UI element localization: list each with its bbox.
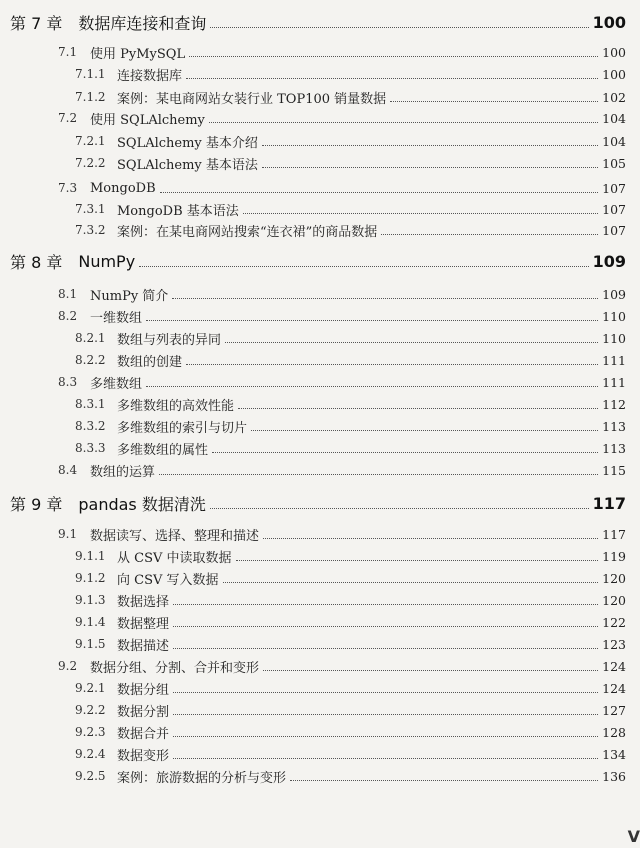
toc-title: 数据读写、选择、整理和描述 bbox=[90, 528, 260, 544]
leader-dots bbox=[146, 385, 598, 387]
leader-dots bbox=[262, 166, 598, 168]
leader-dots bbox=[139, 265, 588, 267]
toc-title: 一维数组 bbox=[90, 310, 143, 326]
toc-subsection-8-2-1[interactable] bbox=[75, 328, 626, 348]
leader-dots bbox=[243, 212, 598, 214]
toc-title: 数据变形 bbox=[117, 748, 170, 764]
toc-page-number: 107 bbox=[602, 201, 626, 217]
toc-page-number: 107 bbox=[602, 222, 626, 238]
toc-subsection-9-1-4[interactable] bbox=[75, 612, 626, 632]
toc-page-number: 107 bbox=[602, 180, 626, 196]
toc-page-number: 122 bbox=[602, 614, 626, 630]
toc-subsection-9-2-1[interactable] bbox=[75, 678, 626, 698]
toc-number: 7.3.2 bbox=[75, 223, 106, 237]
toc-page-number: 134 bbox=[602, 746, 626, 762]
toc-title: SQLAlchemy 基本语法 bbox=[117, 157, 258, 173]
toc-title: 数据库连接和查询 bbox=[78, 13, 207, 33]
toc-title: 案例：在某电商网站搜索“连衣裙”的商品数据 bbox=[117, 224, 378, 240]
toc-section-9-2[interactable] bbox=[58, 656, 626, 676]
toc-number: 7.1.2 bbox=[75, 90, 106, 104]
toc-number: 8.3 bbox=[58, 375, 78, 389]
leader-dots bbox=[186, 77, 598, 79]
toc-number: 9.2.4 bbox=[75, 747, 106, 761]
toc-page-number: 100 bbox=[602, 44, 626, 60]
toc-number: 8.1 bbox=[58, 287, 78, 301]
toc-page-number: 100 bbox=[602, 66, 626, 82]
toc-page-number: 120 bbox=[602, 592, 626, 608]
toc-number: 9.1.3 bbox=[75, 593, 106, 607]
toc-page-number: 110 bbox=[602, 330, 626, 346]
toc-page-number: 111 bbox=[602, 352, 626, 368]
leader-dots bbox=[225, 341, 598, 343]
toc-subsection-8-3-1[interactable] bbox=[75, 394, 626, 414]
toc-chapter-8[interactable] bbox=[10, 248, 626, 274]
toc-subsection-9-2-2[interactable] bbox=[75, 700, 626, 720]
toc-subsection-9-1-5[interactable] bbox=[75, 634, 626, 654]
toc-page-number: 112 bbox=[602, 396, 626, 412]
toc-section-8-2[interactable] bbox=[58, 306, 626, 326]
toc-number: 7.2.2 bbox=[75, 156, 106, 170]
roman-page-mark: V bbox=[627, 827, 640, 846]
leader-dots bbox=[172, 297, 598, 299]
toc-page-number: 100 bbox=[592, 12, 626, 32]
toc-title: 多维数组的属性 bbox=[117, 442, 209, 458]
toc-number: 9.2.1 bbox=[75, 681, 106, 695]
toc-number: 7.1 bbox=[58, 45, 78, 59]
leader-dots bbox=[173, 691, 598, 693]
toc-number: 9.2.2 bbox=[75, 703, 106, 717]
toc-title: 数据分组、分割、合并和变形 bbox=[90, 660, 260, 676]
toc-title: NumPy bbox=[78, 251, 136, 271]
leader-dots bbox=[173, 625, 598, 627]
leader-dots bbox=[210, 507, 589, 509]
toc-title: 案例：某电商网站女装行业 TOP100 销量数据 bbox=[117, 91, 387, 107]
toc-page-number: 111 bbox=[602, 374, 626, 390]
toc-title: 从 CSV 中读取数据 bbox=[117, 550, 232, 566]
toc-page-number: 136 bbox=[602, 768, 626, 784]
leader-dots bbox=[173, 713, 598, 715]
toc-page-number: 104 bbox=[602, 110, 626, 126]
toc-number: 8.3.2 bbox=[75, 419, 106, 433]
toc-page-number: 119 bbox=[602, 548, 626, 564]
leader-dots bbox=[209, 121, 598, 123]
toc-number: 7.2.1 bbox=[75, 134, 106, 148]
toc-section-7-1[interactable] bbox=[58, 42, 626, 62]
toc-section-8-4[interactable] bbox=[58, 460, 626, 480]
toc-page-number: 128 bbox=[602, 724, 626, 740]
toc-page-number: 102 bbox=[602, 89, 626, 105]
toc-number: 7.3.1 bbox=[75, 202, 106, 216]
toc-page-number: 124 bbox=[602, 680, 626, 696]
toc-title: 使用 PyMySQL bbox=[90, 46, 186, 62]
leader-dots bbox=[290, 779, 598, 781]
toc-number: 9.1.2 bbox=[75, 571, 106, 585]
toc-subsection-7-2-2[interactable] bbox=[75, 153, 626, 173]
toc-title: 向 CSV 写入数据 bbox=[117, 572, 219, 588]
toc-number: 9.1.1 bbox=[75, 549, 106, 563]
toc-section-8-1[interactable] bbox=[58, 284, 626, 304]
toc-title: 使用 SQLAlchemy bbox=[90, 112, 205, 128]
toc-title: 数据合并 bbox=[117, 726, 170, 742]
toc-number: 9.1.5 bbox=[75, 637, 106, 651]
toc-number: 8.4 bbox=[58, 463, 78, 477]
toc-page-number: 105 bbox=[602, 155, 626, 171]
toc-chapter-7[interactable] bbox=[10, 9, 626, 35]
leader-dots bbox=[236, 559, 599, 561]
toc-title: pandas 数据清洗 bbox=[78, 494, 206, 514]
toc-section-9-1[interactable] bbox=[58, 524, 626, 544]
leader-dots bbox=[212, 451, 598, 453]
toc-subsection-8-3-3[interactable] bbox=[75, 438, 626, 458]
toc-subsection-7-3-1[interactable] bbox=[75, 199, 626, 219]
leader-dots bbox=[210, 26, 588, 28]
toc-page-number: 117 bbox=[592, 493, 626, 513]
toc-title: SQLAlchemy 基本介绍 bbox=[117, 135, 258, 151]
toc-page-number: 127 bbox=[602, 702, 626, 718]
toc-chapter-9[interactable] bbox=[10, 490, 626, 516]
toc-subsection-9-2-4[interactable] bbox=[75, 744, 626, 764]
toc-section-7-2[interactable] bbox=[58, 108, 626, 128]
leader-dots bbox=[223, 581, 599, 583]
leader-dots bbox=[238, 407, 598, 409]
toc-title: 数组与列表的异同 bbox=[117, 332, 222, 348]
leader-dots bbox=[173, 603, 598, 605]
toc-page-number: 104 bbox=[602, 133, 626, 149]
toc-number: 8.3.1 bbox=[75, 397, 106, 411]
toc-section-7-3[interactable] bbox=[58, 178, 626, 198]
toc-page-number: 113 bbox=[602, 418, 626, 434]
toc-title: 连接数据库 bbox=[117, 68, 183, 84]
toc-title: 数据分组 bbox=[117, 682, 170, 698]
leader-dots bbox=[263, 537, 598, 539]
toc-subsection-8-2-2[interactable] bbox=[75, 350, 626, 370]
toc-number: 9.1 bbox=[58, 527, 78, 541]
toc-title: 多维数组的索引与切片 bbox=[117, 420, 248, 436]
toc-subsection-9-2-5[interactable] bbox=[75, 766, 626, 786]
toc-number: 9.1.4 bbox=[75, 615, 106, 629]
leader-dots bbox=[390, 100, 598, 102]
toc-subsection-9-1-1[interactable] bbox=[75, 546, 626, 566]
toc-subsection-7-2-1[interactable] bbox=[75, 131, 626, 151]
toc-number: 第 8 章 bbox=[10, 252, 63, 272]
leader-dots bbox=[173, 735, 598, 737]
toc-title: MongoDB 基本语法 bbox=[117, 203, 239, 219]
toc-number: 8.2 bbox=[58, 309, 78, 323]
leader-dots bbox=[381, 233, 598, 235]
leader-dots bbox=[251, 429, 598, 431]
leader-dots bbox=[189, 55, 598, 57]
toc-page-number: 113 bbox=[602, 440, 626, 456]
toc-subsection-9-1-3[interactable] bbox=[75, 590, 626, 610]
leader-dots bbox=[159, 473, 598, 475]
leader-dots bbox=[160, 191, 599, 193]
toc-number: 7.3 bbox=[58, 181, 78, 195]
leader-dots bbox=[263, 669, 598, 671]
toc-number: 8.3.3 bbox=[75, 441, 106, 455]
toc-subsection-9-1-2[interactable] bbox=[75, 568, 626, 588]
toc-number: 7.1.1 bbox=[75, 67, 106, 81]
toc-number: 第 9 章 bbox=[10, 494, 63, 514]
toc-title: 数组的运算 bbox=[90, 464, 156, 480]
toc-title: 数据选择 bbox=[117, 594, 170, 610]
leader-dots bbox=[173, 647, 598, 649]
toc-number: 9.2 bbox=[58, 659, 78, 673]
toc-title: 多维数组的高效性能 bbox=[117, 398, 235, 414]
toc-title: 案例：旅游数据的分析与变形 bbox=[117, 770, 287, 786]
toc-section-8-3[interactable] bbox=[58, 372, 626, 392]
toc-subsection-8-3-2[interactable] bbox=[75, 416, 626, 436]
toc-page-number: 123 bbox=[602, 636, 626, 652]
leader-dots bbox=[186, 363, 598, 365]
toc-subsection-7-1-2[interactable] bbox=[75, 87, 626, 107]
leader-dots bbox=[173, 757, 598, 759]
toc-number: 9.2.5 bbox=[75, 769, 106, 783]
toc-title: 数据整理 bbox=[117, 616, 170, 632]
toc-title: 数组的创建 bbox=[117, 354, 183, 370]
toc-title: 多维数组 bbox=[90, 376, 143, 392]
leader-dots bbox=[262, 144, 598, 146]
toc-page-number: 109 bbox=[602, 286, 626, 302]
toc-subsection-9-2-3[interactable] bbox=[75, 722, 626, 742]
toc-number: 第 7 章 bbox=[10, 13, 63, 33]
toc-page-number: 109 bbox=[592, 251, 626, 271]
toc-number: 8.2.2 bbox=[75, 353, 106, 367]
toc-page-number: 110 bbox=[602, 308, 626, 324]
toc-page-number: 117 bbox=[602, 526, 626, 542]
toc-page-number: 115 bbox=[602, 462, 626, 478]
toc-subsection-7-3-2[interactable] bbox=[75, 220, 626, 240]
toc-page-number: 124 bbox=[602, 658, 626, 674]
toc-number: 8.2.1 bbox=[75, 331, 106, 345]
toc-number: 9.2.3 bbox=[75, 725, 106, 739]
toc-subsection-7-1-1[interactable] bbox=[75, 64, 626, 84]
toc-title: MongoDB bbox=[90, 180, 156, 196]
toc-number: 7.2 bbox=[58, 111, 78, 125]
toc-title: 数据描述 bbox=[117, 638, 170, 654]
toc-title: 数据分割 bbox=[117, 704, 170, 720]
toc-page-number: 120 bbox=[602, 570, 626, 586]
toc-title: NumPy 简介 bbox=[90, 288, 169, 304]
leader-dots bbox=[146, 319, 598, 321]
